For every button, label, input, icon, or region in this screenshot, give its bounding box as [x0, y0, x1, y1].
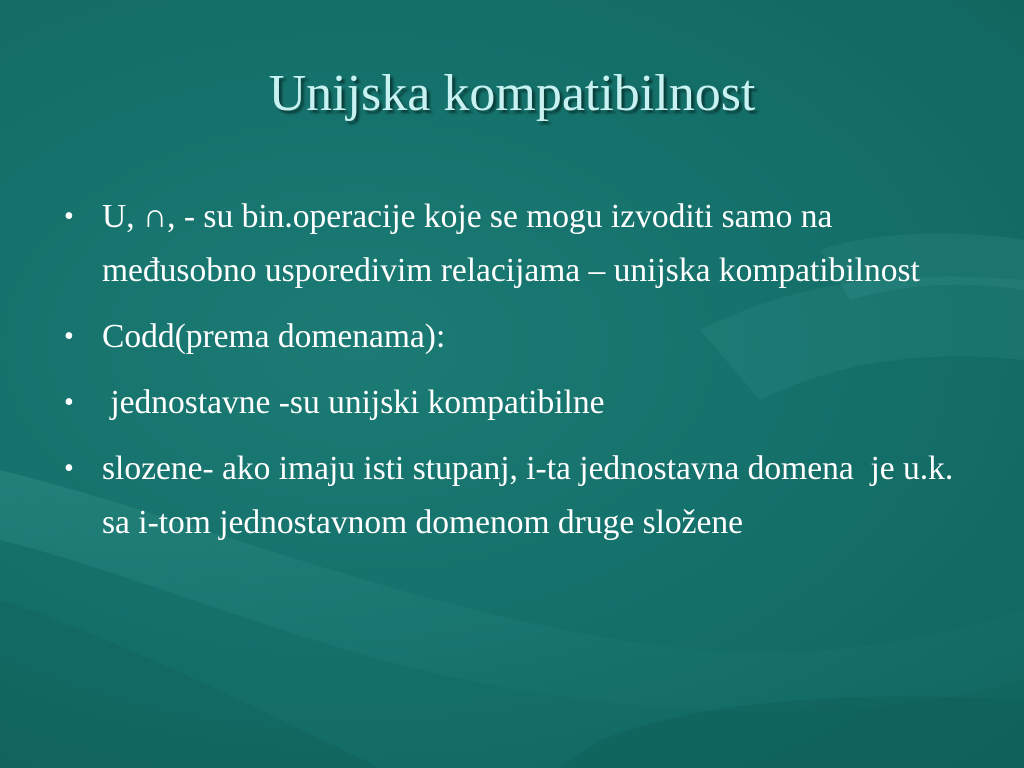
bullet-text: slozene- ako imaju isti stupanj, i-ta jednostavna domena je u.k. sa i-tom jednostavnom domenom druge složene — [102, 450, 962, 541]
bullet-item — [62, 190, 962, 298]
bullet-item — [62, 376, 962, 430]
swoosh-shape — [560, 696, 1024, 768]
bullet-list — [62, 190, 962, 562]
bullet-marker: • — [64, 201, 74, 232]
bullet-text: jednostavne -su unijski kompatibilne — [102, 384, 605, 421]
slide-title: Unijska kompatibilnost — [268, 65, 756, 122]
bullet-item — [62, 310, 962, 364]
bullet-marker: • — [64, 321, 74, 352]
bullet-text: Codd(prema domenama): — [102, 318, 446, 355]
bullet-text: U, ∩, - su bin.operacije koje se mogu izvoditi samo na međusobno usporedivim relacijama – unijska kompatibilnost — [102, 198, 920, 289]
bullet-marker: • — [64, 453, 74, 484]
bullet-marker: • — [64, 387, 74, 418]
bullet-item — [62, 442, 962, 550]
